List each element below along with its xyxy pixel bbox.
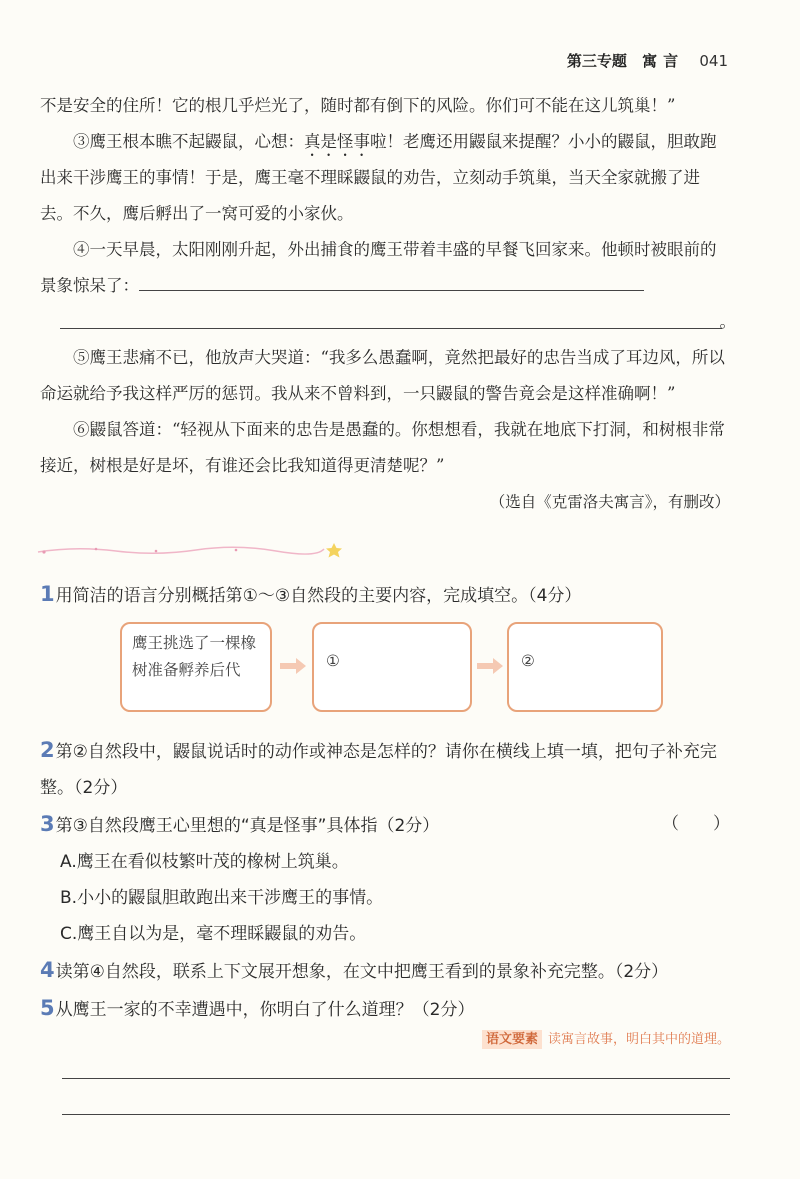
option-b[interactable]: B.小小的鼹鼠胆敢跑出来干涉鹰王的事情。 xyxy=(60,888,384,908)
question-4 xyxy=(40,952,740,990)
scene-blank-line[interactable] xyxy=(139,270,644,291)
paragraph-continued: 不是安全的住所！它的根几乎烂光了，随时都有倒下的风险。你们可不能在这儿筑巢！” xyxy=(40,96,676,115)
p4-text: ④一天早晨，太阳刚刚升起，外出捕食的鹰王带着丰盛的早餐飞回家来。他顿时被眼前的景象惊呆了： xyxy=(40,240,717,295)
flow-box-1: 鹰王挑选了一棵橡树准备孵养后代 xyxy=(120,622,272,712)
p4-end-mark: 。 xyxy=(719,312,736,331)
flow-box-2-label: ① xyxy=(326,652,340,670)
question-3 xyxy=(40,806,740,844)
q1-text: 用简洁的语言分别概括第①～③自然段的主要内容，完成填空。（4分） xyxy=(55,586,582,606)
q1-number: 1 xyxy=(40,582,55,606)
option-a[interactable]: A.鹰王在看似枝繁叶茂的橡树上筑巢。 xyxy=(60,852,349,872)
p3-part-b: 啦！老鹰还用鼹鼠来提醒？小小的鼹鼠，胆敢跑出来干涉鹰王的事情！于是，鹰王毫不理睬鼹鼠的劝告，立刻动手筑巢，当天全家就搬了进去。不久，鹰后孵出了一窝可爱的小家伙。 xyxy=(40,132,717,223)
star-icon xyxy=(326,543,342,558)
arrow-right-icon xyxy=(477,658,503,674)
decorative-divider xyxy=(36,540,346,560)
question-1 xyxy=(40,576,740,614)
paragraph-6: ⑥鼹鼠答道：“轻视从下面来的忠告是愚蠢的。你想想看，我就在地底下打洞，和树根非常接近，树根是好是坏，有谁还会比我知道得更清楚呢？” xyxy=(40,420,725,475)
flow-box-3[interactable] xyxy=(507,622,663,712)
answer-line-1[interactable] xyxy=(62,1078,730,1079)
question-section xyxy=(40,576,740,1028)
paragraph-4 xyxy=(40,232,730,304)
question-2 xyxy=(40,732,740,806)
q4-number: 4 xyxy=(40,958,55,982)
language-element-tag: 语文要素 xyxy=(482,1030,542,1049)
q3-number: 3 xyxy=(40,812,55,836)
q4-text: 读第④自然段，联系上下文展开想象，在文中把鹰王看到的景象补充完整。（2分） xyxy=(55,962,669,982)
question-5 xyxy=(40,990,740,1028)
section-title: 第三专题 xyxy=(566,52,627,70)
p3-emphasis: 真是怪事 xyxy=(304,132,370,151)
language-element-note xyxy=(482,1028,730,1047)
q3-text: 第③自然段鹰王心里想的“真是怪事”具体指（2分） xyxy=(55,816,440,836)
scene-blank-full-line[interactable] xyxy=(40,304,736,340)
flow-box-3-label: ② xyxy=(521,652,535,670)
q2-text: 第②自然段中，鼹鼠说话时的动作或神态是怎样的？请你在横线上填一填，把句子补充完整。（2分） xyxy=(40,742,717,798)
q5-number: 5 xyxy=(40,996,55,1020)
page-header xyxy=(567,50,728,71)
flow-box-2[interactable] xyxy=(312,622,472,712)
language-element-text: 读寓言故事，明白其中的道理。 xyxy=(547,1032,730,1047)
q3-options xyxy=(40,844,740,952)
answer-line-2[interactable] xyxy=(62,1114,730,1115)
option-c[interactable]: C.鹰王自以为是，毫不理睬鼹鼠的劝告。 xyxy=(60,924,367,944)
page-number: 041 xyxy=(699,52,728,70)
paragraph-3 xyxy=(40,124,730,232)
q2-number: 2 xyxy=(40,738,55,762)
q5-text: 从鹰王一家的不幸遭遇中，你明白了什么道理？（2分） xyxy=(55,1000,475,1020)
story-passage xyxy=(40,88,736,520)
summary-flowchart xyxy=(120,622,740,722)
source-citation: （选自《克雷洛夫寓言》，有删改） xyxy=(489,493,730,511)
lesson-title: 寓言 xyxy=(642,52,685,70)
answer-parentheses[interactable]: （ ） xyxy=(662,814,730,834)
paragraph-5: ⑤鹰王悲痛不已，他放声大哭道：“我多么愚蠢啊，竟然把最好的忠告当成了耳边风，所以命运就给予我这样严厉的惩罚。我从来不曾料到，一只鼹鼠的警告竟会是这样准确啊！” xyxy=(40,348,725,403)
arrow-right-icon xyxy=(280,658,306,674)
p3-part-a: ③鹰王根本瞧不起鼹鼠，心想： xyxy=(73,132,304,151)
